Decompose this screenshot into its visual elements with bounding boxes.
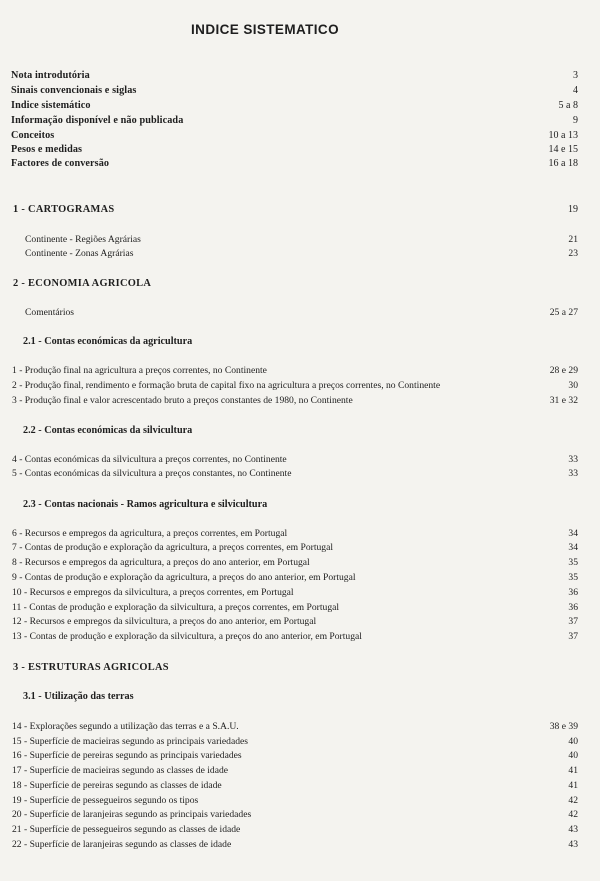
table-entry[interactable] bbox=[0, 394, 600, 408]
subsection-heading-label: 2.3 - Contas nacionais - Ramos agricultura e silvicultura bbox=[23, 499, 268, 510]
table-entry-page: 36 bbox=[568, 602, 578, 613]
toc-entry-page: 23 bbox=[568, 248, 578, 259]
table-entry-label: 5 - Contas económicas da silvicultura a preços constantes, no Continente bbox=[12, 468, 292, 479]
table-entry-label: 19 - Superfície de pessegueiros segundo os tipos bbox=[12, 795, 199, 806]
table-entry-page: 28 e 29 bbox=[549, 365, 578, 376]
table-entry[interactable] bbox=[0, 794, 600, 808]
table-entry[interactable] bbox=[0, 364, 600, 378]
table-entry-label: 12 - Recursos e empregos da silvicultura, a preços do ano anterior, em Portugal bbox=[12, 616, 317, 627]
table-entry-page: 43 bbox=[568, 824, 578, 835]
table-entry-label: 20 - Superfície de laranjeiras segundo as principais variedades bbox=[12, 809, 252, 820]
toc-entry-page: 19 bbox=[568, 204, 578, 215]
table-entry[interactable] bbox=[0, 735, 600, 749]
toc-entry[interactable] bbox=[0, 84, 600, 98]
table-entry-label: 17 - Superfície de macieiras segundo as classes de idade bbox=[12, 765, 229, 776]
table-entry[interactable] bbox=[0, 808, 600, 822]
table-entry-label: 4 - Contas económicas da silvicultura a preços correntes, no Continente bbox=[12, 454, 287, 465]
toc-entry-page: 4 bbox=[573, 85, 578, 96]
table-entry[interactable] bbox=[0, 527, 600, 541]
table-entry-label: 18 - Superfície de pereiras segundo as classes de idade bbox=[12, 780, 222, 791]
toc-entry-page: 10 a 13 bbox=[548, 130, 578, 141]
table-entry[interactable] bbox=[0, 601, 600, 615]
table-entry[interactable] bbox=[0, 586, 600, 600]
table-entry-label: 21 - Superfície de pessegueiros segundo as classes de idade bbox=[12, 824, 241, 835]
table-entry-page: 40 bbox=[568, 750, 578, 761]
table-entry[interactable] bbox=[0, 615, 600, 629]
subsection-heading-label: 2.1 - Contas económicas da agricultura bbox=[23, 336, 193, 347]
table-entry-page: 42 bbox=[568, 809, 578, 820]
table-entry-page: 30 bbox=[568, 380, 578, 391]
table-entry[interactable] bbox=[0, 379, 600, 393]
toc-entry[interactable] bbox=[0, 233, 600, 247]
table-entry[interactable] bbox=[0, 556, 600, 570]
toc-entry-label: Factores de conversão bbox=[11, 158, 110, 169]
table-entry[interactable] bbox=[0, 720, 600, 734]
toc-entry-page: 14 e 15 bbox=[548, 144, 578, 155]
table-entry-page: 35 bbox=[568, 572, 578, 583]
table-entry-page: 38 e 39 bbox=[549, 721, 578, 732]
toc-entry-label: Nota introdutória bbox=[11, 70, 90, 81]
toc-entry-label: Informação disponível e não publicada bbox=[11, 115, 184, 126]
table-entry-label: 8 - Recursos e empregos da agricultura, a preços do ano anterior, em Portugal bbox=[12, 557, 310, 568]
table-entry-label: 16 - Superfície de pereiras segundo as principais variedades bbox=[12, 750, 242, 761]
table-entry-label: 9 - Contas de produção e exploração da agricultura, a preços do ano anterior, em Portugal bbox=[12, 572, 356, 583]
section-heading[interactable] bbox=[0, 277, 600, 291]
toc-entry-page: 5 a 8 bbox=[558, 100, 578, 111]
toc-entry-page: 9 bbox=[573, 115, 578, 126]
table-entry-page: 42 bbox=[568, 795, 578, 806]
table-entry-label: 7 - Contas de produção e exploração da agricultura, a preços correntes, em Portugal bbox=[12, 542, 333, 553]
section-heading-label: 2 - ECONOMIA AGRICOLA bbox=[13, 278, 152, 289]
toc-entry-page: 25 a 27 bbox=[549, 307, 578, 318]
table-entry-page: 31 e 32 bbox=[549, 395, 578, 406]
toc-entry[interactable] bbox=[0, 247, 600, 261]
toc-entry[interactable] bbox=[0, 99, 600, 113]
table-entry-label: 15 - Superfície de macieiras segundo as principais variedades bbox=[12, 736, 249, 747]
table-entry[interactable] bbox=[0, 823, 600, 837]
table-entry[interactable] bbox=[0, 779, 600, 793]
table-entry-label: 10 - Recursos e empregos da silvicultura, a preços correntes, em Portugal bbox=[12, 587, 294, 598]
table-entry-page: 34 bbox=[568, 542, 578, 553]
table-entry-label: 11 - Contas de produção e exploração da silvicultura, a preços correntes, em Portugal bbox=[12, 602, 340, 613]
toc-entry-label: Conceitos bbox=[11, 130, 55, 141]
table-entry-label: 14 - Explorações segundo a utilização das terras e a S.A.U. bbox=[12, 721, 239, 732]
table-entry[interactable] bbox=[0, 467, 600, 481]
toc-entry-page: 21 bbox=[568, 234, 578, 245]
table-entry-page: 41 bbox=[568, 765, 578, 776]
toc-entry-label: Continente - Zonas Agrárias bbox=[25, 248, 134, 259]
table-entry-page: 34 bbox=[568, 528, 578, 539]
table-entry[interactable] bbox=[0, 541, 600, 555]
table-entry[interactable] bbox=[0, 749, 600, 763]
table-entry-page: 33 bbox=[568, 454, 578, 465]
table-entry-label: 22 - Superfície de laranjeiras segundo as classes de idade bbox=[12, 839, 232, 850]
page-title: INDICE SISTEMATICO bbox=[191, 22, 339, 37]
subsection-heading[interactable] bbox=[0, 690, 600, 704]
table-entry[interactable] bbox=[0, 764, 600, 778]
table-entry-page: 41 bbox=[568, 780, 578, 791]
table-entry-page: 43 bbox=[568, 839, 578, 850]
subsection-heading-label: 2.2 - Contas económicas da silvicultura bbox=[23, 425, 193, 436]
subsection-heading[interactable] bbox=[0, 498, 600, 512]
section-heading-label: 3 - ESTRUTURAS AGRICOLAS bbox=[13, 662, 169, 673]
toc-entry-label: Comentários bbox=[25, 307, 75, 318]
subsection-heading[interactable] bbox=[0, 424, 600, 438]
section-heading[interactable] bbox=[0, 661, 600, 675]
table-entry-page: 40 bbox=[568, 736, 578, 747]
section-heading[interactable] bbox=[0, 203, 600, 217]
table-entry-label: 6 - Recursos e empregos da agricultura, a preços correntes, em Portugal bbox=[12, 528, 288, 539]
table-entry-page: 33 bbox=[568, 468, 578, 479]
table-entry-page: 37 bbox=[568, 631, 578, 642]
toc-entry[interactable] bbox=[0, 129, 600, 143]
toc-entry-label: Pesos e medidas bbox=[11, 144, 83, 155]
table-entry[interactable] bbox=[0, 453, 600, 467]
table-entry-page: 37 bbox=[568, 616, 578, 627]
section-heading-label: 1 - CARTOGRAMAS bbox=[13, 204, 115, 215]
toc-entry-label: Continente - Regiões Agrárias bbox=[25, 234, 141, 245]
toc-entry[interactable] bbox=[0, 306, 600, 320]
table-entry-label: 13 - Contas de produção e exploração da silvicultura, a preços do ano anterior, em Portugal bbox=[12, 631, 362, 642]
table-entry-page: 36 bbox=[568, 587, 578, 598]
table-entry[interactable] bbox=[0, 838, 600, 852]
toc-entry-label: Indice sistemático bbox=[11, 100, 91, 111]
subsection-heading-label: 3.1 - Utilização das terras bbox=[23, 691, 134, 702]
table-entry-label: 3 - Produção final e valor acrescentado bruto a preços constantes de 1980, no Continente bbox=[12, 395, 353, 406]
subsection-heading[interactable] bbox=[0, 335, 600, 349]
table-entry-label: 2 - Produção final, rendimento e formação bruta de capital fixo na agricultura a preços correntes, no Continente bbox=[12, 380, 441, 391]
toc-entry[interactable] bbox=[0, 114, 600, 128]
toc-entry-page: 3 bbox=[573, 70, 578, 81]
table-entry[interactable] bbox=[0, 571, 600, 585]
toc-entry[interactable] bbox=[0, 69, 600, 83]
toc-entry-page: 16 a 18 bbox=[548, 158, 578, 169]
table-entry-page: 35 bbox=[568, 557, 578, 568]
table-entry[interactable] bbox=[0, 630, 600, 644]
toc-entry[interactable] bbox=[0, 143, 600, 157]
toc-entry-label: Sinais convencionais e siglas bbox=[11, 85, 137, 96]
toc-entry[interactable] bbox=[0, 157, 600, 171]
table-entry-label: 1 - Produção final na agricultura a preços correntes, no Continente bbox=[12, 365, 267, 376]
